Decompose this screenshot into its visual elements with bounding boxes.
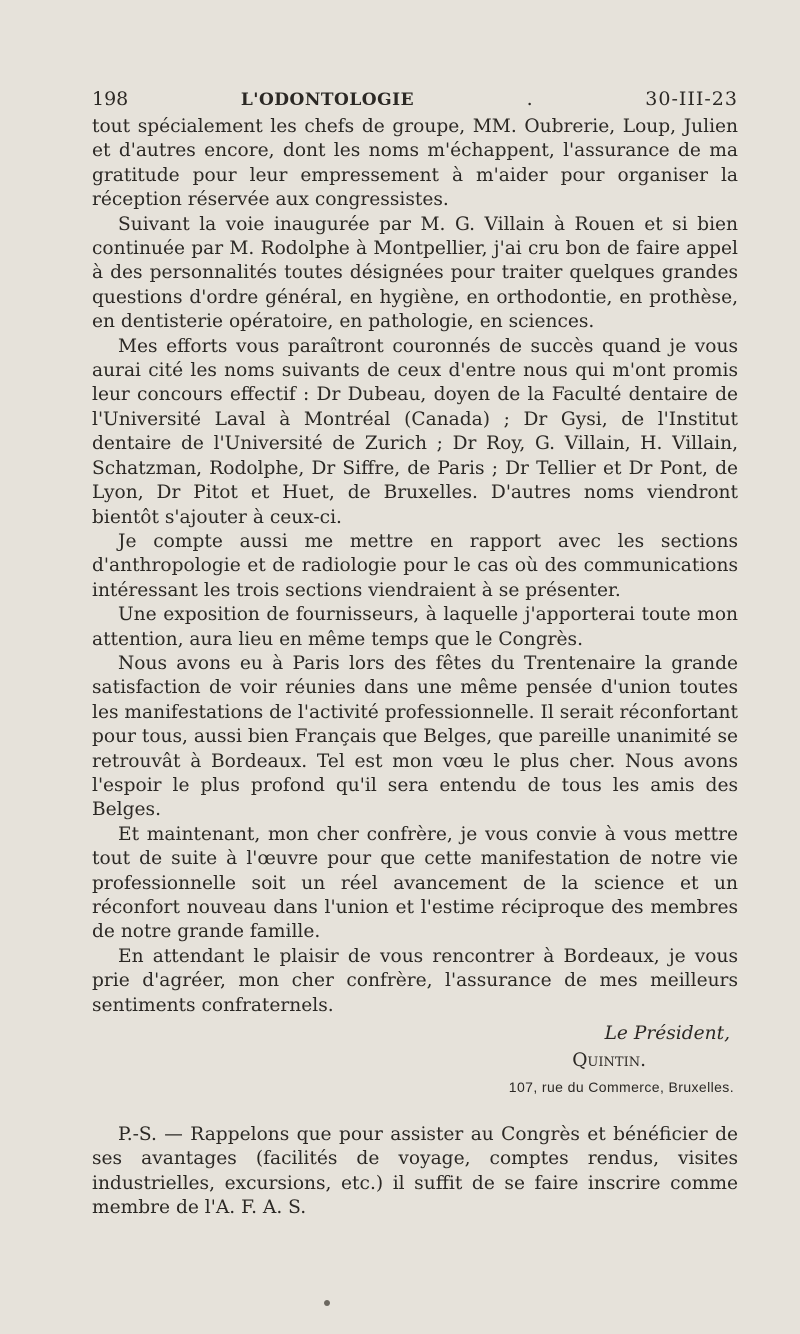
paragraph-3: Mes efforts vous paraîtront couronnés de succès quand je vous aurai cité les noms suivants de ceux d'entre nous qui m'ont promis leur concours effectif : Dr Dubeau, doyen de la Faculté dentaire de l'Université Laval à Montréal (Canada) ; Dr Gysi, de l'Institut dentaire de l'Université de Zurich ; Dr Roy, G. Villain, H. Villain, Schatzman, Rodolphe, Dr Siffre, de Paris ; Dr Tellier et Dr Pont, de Lyon, Dr Pitot et Huet, de Bruxelles. D'autres noms viendront bientôt s'ajouter à ceux-ci. xyxy=(92,335,738,528)
paragraph-7: Et maintenant, mon cher confrère, je vous convie à vous mettre tout de suite à l'œuvre pour que cette manifestation de notre vie professionnelle soit un réel avancement de la science et un réconfort nouveau dans l'union et l'estime réciproque des membres de notre grande famille. xyxy=(92,823,738,943)
document-page xyxy=(92,88,738,1239)
running-header xyxy=(92,88,738,110)
journal-title: L'ODONTOLOGIE xyxy=(240,90,415,110)
signature-block xyxy=(92,1020,738,1101)
paragraph-6: Nous avons eu à Paris lors des fêtes du Trentenaire la grande satisfaction de voir réunies dans une même pensée d'union toutes les manifestations de l'activité professionnelle. Il serait réconfortant pour tous, aussi bien Français que Belges, que pareille unanimité se retrouvât à Bordeaux. Tel est mon vœu le plus cher. Nous avons l'espoir le plus profond qu'il sera entendu de tous les amis des Belges. xyxy=(92,652,738,821)
issue-date: 30-III-23 xyxy=(645,88,738,110)
paragraph-5: Une exposition de fournisseurs, à laquelle j'apporterai toute mon attention, aura lieu en même temps que le Congrès. xyxy=(92,604,738,650)
page-dot-mark xyxy=(324,1300,330,1306)
signatory-title: Le Président, xyxy=(604,1023,730,1045)
signatory-name: Quintin. xyxy=(572,1050,646,1072)
header-separator: . xyxy=(526,88,533,110)
paragraph-4: Je compte aussi me mettre en rapport avec les sections d'anthropologie et de radiologie pour le cas où des communications intéressant les trois sections viendraient à se présenter. xyxy=(92,530,738,601)
paragraph-8: En attendant le plaisir de vous rencontrer à Bordeaux, je vous prie d'agréer, mon cher confrère, l'assurance de mes meilleurs sentiments confraternels. xyxy=(92,945,738,1016)
postscript: P.-S. — Rappelons que pour assister au Congrès et bénéficier de ses avantages (facilités de voyage, comptes rendus, visites industrielles, excursions, etc.) il suffit de se faire inscrire comme membre de l'A. F. A. S. xyxy=(92,1124,738,1219)
letter-body xyxy=(92,115,738,1018)
paragraph-2: Suivant la voie inaugurée par M. G. Villain à Rouen et si bien continuée par M. Rodolphe à Montpellier, j'ai cru bon de faire appel à des personnalités toutes désignées pour traiter quelques grandes questions d'ordre général, en hygiène, en orthodontie, en prothèse, en dentisterie opératoire, en pathologie, en sciences. xyxy=(92,213,738,333)
paragraph-1: tout spécialement les chefs de groupe, MM. Oubrerie, Loup, Julien et d'autres encore, dont les noms m'échappent, l'assurance de ma gratitude pour leur empressement à m'aider pour organiser la réception réservée aux congressistes. xyxy=(92,116,738,211)
page-number: 198 xyxy=(92,88,129,110)
signatory-address: 107, rue du Commerce, Bruxelles. xyxy=(508,1079,734,1096)
